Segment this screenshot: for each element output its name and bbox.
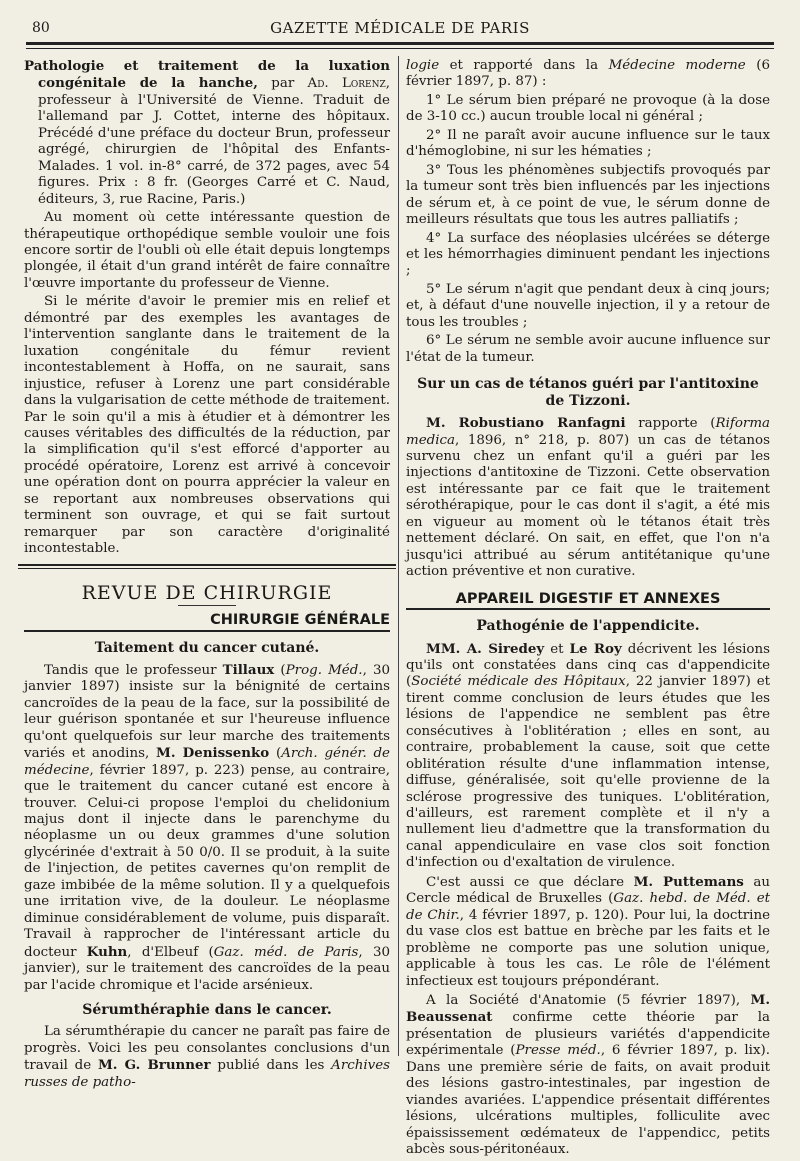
conclusion-item: 5° Le sérum n'agit que pendant deux à cinq jours; et, à défaut d'une nouvelle injection, il y a retour de tous les troubles ; xyxy=(406,281,770,330)
title-underline xyxy=(178,605,236,606)
article-paragraph-tetanos: M. Robustiano Ranfagni rapporte (Riforma medica, 1896, n° 218, p. 807) un cas de tétanos survenu chez un enfant qu'il a guéri par les injections d'antitoxine de Tizzoni. Cette observation est intéressante par ce fait que le traitement sérothérapique, pour le cas dont il s'agit, a été mis en vigueur au moment où le tétanos était très nettement déclaré. On sait, en effet, que l'on n'a jusqu'ici attribué au sérum antitétanique qu'une action préventive et non curative. xyxy=(406,415,770,580)
page-number: 80 xyxy=(32,20,50,36)
article-paragraph-appendicite-3: A la Société d'Anatomie (5 février 1897), M. Beaussenat confirme cette théorie par la présentation de plusieurs variétés d'appendicite expérimentale (Presse méd., 6 février 1897, p. lix). Dans une première série de faits, on avait produit des lésions gastro-intestinales, par ingestion de viandes avariées. L'appendice présentait différentes lésions, ulcérations multiples, folliculite avec épaississement œdémateux de l'appendicc, petits abcès sous-péritonéaux. xyxy=(406,992,770,1158)
conclusion-item: 4° La surface des néoplasies ulcérées se déterge et les hémorrhagies diminuent pendant les injections ; xyxy=(406,230,770,279)
section-heading-appareil: APPAREIL DIGESTIF ET ANNEXES xyxy=(406,591,770,610)
left-column xyxy=(24,58,390,1093)
book-review-paragraph-2: Si le mérite d'avoir le premier mis en relief et démontré par des exemples les avantages de l'intervention sanglante dans le traitement de la luxation congénitale du fémur revient incontestablement à Hoffa, on ne saurait, sans injustice, refuser à Lorenz une part considérable dans la vulgarisation de cette méthode de traitement. Par le soin qu'il a mis à étudier et à démontrer les causes véritables des difficultés de la réduction, par la simplification qu'il s'est efforcé d'apporter au procédé opératoire, Lorenz est arrivé à concevoir une opération dont on pourra apprécier la valeur en se reportant aux nombreuses observations qui terminent son ouvrage, et qui se fait surtout remarquer par son caractère d'originalité incontestable. xyxy=(24,294,390,557)
book-review-paragraph-1: Au moment où cette intéressante question de thérapeutique orthopédique semble vouloir une fois encore sortir de l'oubli où elle était depuis longtemps plongée, il était d'un grand intérêt de faire connaître l'œuvre importante du professeur de Vienne. xyxy=(24,210,390,291)
right-column xyxy=(406,58,770,1161)
column-divider xyxy=(398,56,399,1056)
conclusion-item: 2° Il ne paraît avoir aucune influence sur le taux d'hémoglobine, ni sur les hématies ; xyxy=(406,127,770,160)
header-rule xyxy=(26,42,774,49)
article-paragraph-serum: La sérumthérapie du cancer ne paraît pas faire de progrès. Voici les peu consolantes conclusions d'un travail de M. G. Brunner publié dans les Archives russes de patho- xyxy=(24,1024,390,1090)
conclusion-item: 6° Le sérum ne semble avoir aucune influence sur l'état de la tumeur. xyxy=(406,333,770,365)
article-paragraph-appendicite-2: C'est aussi ce que déclare M. Puttemans au Cercle médical de Bruxelles (Gaz. hebd. de Méd. et de Chir., 4 février 1897, p. 120). Pour lui, la doctrine du vase clos est battue en brèche par les faits et le problème ne comporte pas une solution unique, applicable à tous les cas. Le rôle de l'élément infectieux est toujours prépondérant. xyxy=(406,873,770,989)
book-review-citation: Pathologie et traitement de la luxation congénitale de la hanche, par Ad. Lorenz, professeur à l'Université de Vienne. Traduit de l'allemand par J. Cottet, interne des hôpitaux. Précédé d'une préface du docteur Brun, professeur agrégé, chirurgien de l'hôpital des Enfants-Malades. 1 vol. in-8° carré, de 372 pages, avec 54 figures. Prix : 8 fr. (Georges Carré et C. Naud, éditeurs, 3, rue Racine, Paris.) xyxy=(24,58,390,207)
section-heading-chirurgie: CHIRURGIE GÉNÉRALE xyxy=(24,612,390,631)
article-paragraph-appendicite-1: MM. A. Siredey et Le Roy décrivent les lésions qu'ils ont constatées dans cinq cas d'appendicite (Société médicale des Hôpitaux, 22 janvier 1897) et tirent comme conclusion de leurs études que les lésions de l'appendice ne semblent pas être consécutives à l'oblitération ; elles en sont, au contraire, probablement la cause, soit que cette oblitération résulte d'une inflammation intense, diffuse, généralisée, soit qu'elle provienne de la sclérose progressive des tuniques. L'oblitération, d'ailleurs, est rarement complète et il n'y a nullement lieu d'admettre que la transformation du canal appendiculaire en vase clos soit fonction d'infection ou d'exaltation de virulence. xyxy=(406,640,770,871)
running-title: GAZETTE MÉDICALE DE PARIS xyxy=(270,19,530,37)
revue-title: REVUE DE CHIRURGIE xyxy=(81,581,333,604)
page-header xyxy=(26,14,774,36)
section-rule xyxy=(18,564,396,569)
article-paragraph-cancer: Tandis que le professeur Tillaux (Prog. Méd., 30 janvier 1897) insiste sur la bénignité de certains cancroïdes de la peau de la face, sur la possibilité de leur guérison spontanée et sur l'heureuse influence qu'ont quelquefois sur leur marche des traitements variés et anodins, M. Denissenko (Arch. génér. de médecine, février 1897, p. 223) pense, au contraire, que le traitement du cancer cutané est encore à trouver. Celui-ci propose l'emploi du chelidonium majus dont il injecte dans le parenchyme du néoplasme un ou deux grammes d'une solution glycérinée d'extrait à 50 0/0. Il se produit, à la suite de l'injection, de petites cavernes qu'on remplit de gaze imbibée de la même solution. Il y a quelquefois une irritation vive, de la douleur. Le néoplasme diminue considérablement de volume, puis disparaît. Travail à rapprocher de l'intéressant article du docteur Kuhn, d'Elbeuf (Gaz. méd. de Paris, 30 janvier), sur le traitement des cancroïdes de la peau par l'acide chromique et l'acide arsénieux. xyxy=(24,661,390,993)
article-heading-cancer: Taitement du cancer cutané. xyxy=(94,639,320,656)
article-heading-tetanos: Sur un cas de tétanos guéri par l'antitoxine de Tizzoni. xyxy=(417,376,759,409)
conclusion-item: 1° Le sérum bien préparé ne provoque (à la dose de 3-10 cc.) aucun trouble local ni général ; xyxy=(406,92,770,125)
continued-paragraph: logie et rapporté dans la Médecine moderne (6 février 1897, p. 87) : xyxy=(406,58,770,90)
article-heading-appendicite: Pathogénie de l'appendicite. xyxy=(476,618,700,635)
conclusion-item: 3° Tous les phénomènes subjectifs provoqués par la tumeur sont très bien influencés par les injections de sérum et, à ce point de vue, le sérum donne de meilleurs résultats que tous les autres palliatifs ; xyxy=(406,162,770,228)
article-heading-serum: Sérumthéraphie dans le cancer. xyxy=(82,1002,332,1019)
